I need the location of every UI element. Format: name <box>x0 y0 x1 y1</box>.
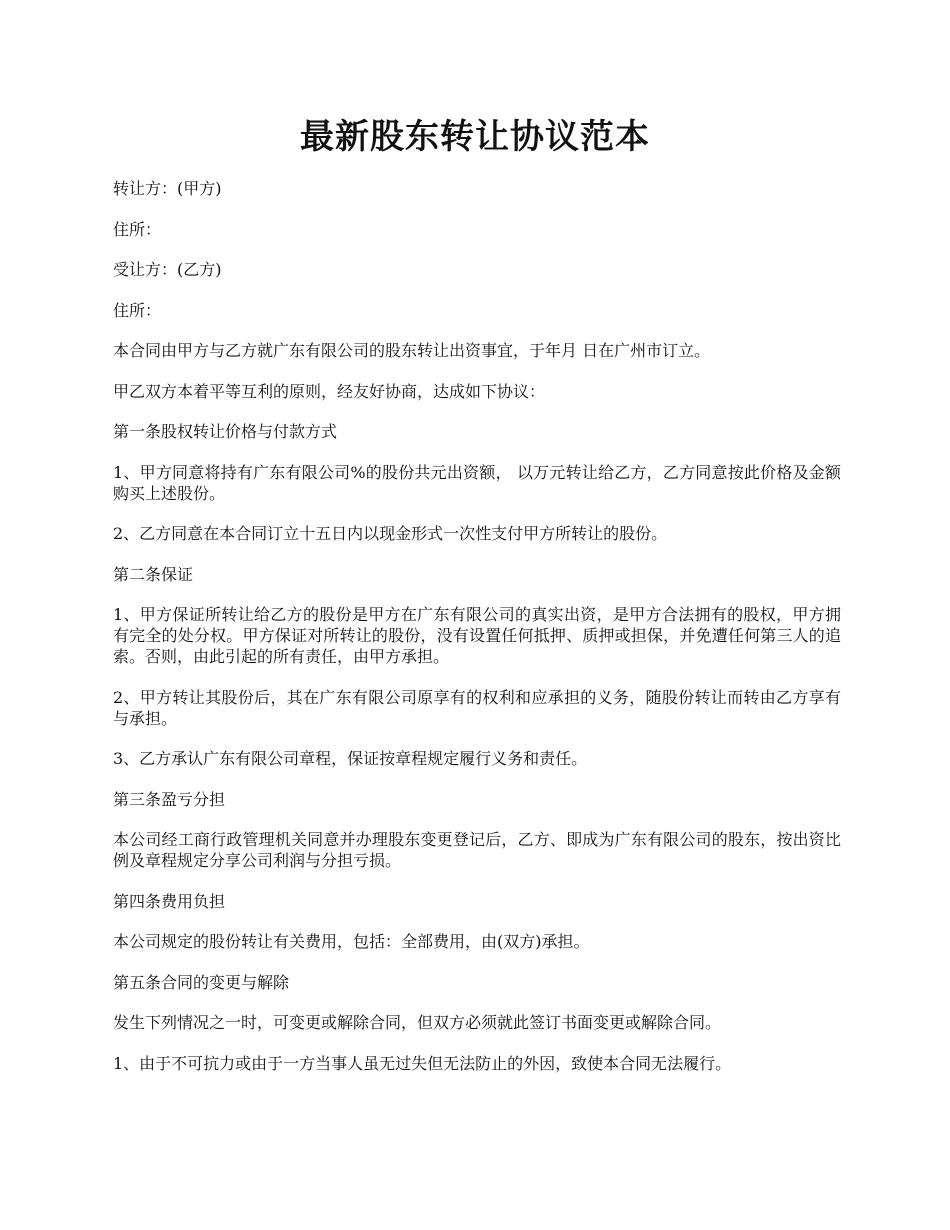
party-b-address: 住所： <box>113 300 162 320</box>
article-4-heading: 第四条费用负担 <box>113 891 226 911</box>
article-5-heading: 第五条合同的变更与解除 <box>113 972 290 992</box>
article-5-clause-1: 1、由于不可抗力或由于一方当事人虽无过失但无法防止的外因，致使本合同无法履行。 <box>113 1053 732 1073</box>
document-title: 最新股东转让协议范本 <box>300 117 650 157</box>
article-2-clause-2: 2、甲方转让其股份后，其在广东有限公司原享有的权利和应承担的义务，随股份转让而转由乙方享有与承担。 <box>113 687 841 728</box>
party-a-line: 转让方：(甲方) <box>113 179 222 198</box>
article-1-clause-1: 1、甲方同意将持有广东有限公司%的股份共元出资额， 以万元转让给乙方，乙方同意按此价格及金额购买上述股份。 <box>113 462 841 503</box>
article-2-heading: 第二条保证 <box>113 564 194 584</box>
article-2-clause-1: 1、甲方保证所转让给乙方的股份是甲方在广东有限公司的真实出资，是甲方合法拥有的股权，甲方拥有完全的处分权。甲方保证对所转让的股份，没有设置任何抵押、质押或担保，并免遭任何第三人的追索。否则，由此引起的所有责任，由甲方承担。 <box>113 605 841 666</box>
article-1-clause-2: 2、乙方同意在本合同订立十五日内以现金形式一次性支付甲方所转让的股份。 <box>113 524 668 543</box>
article-3-heading: 第三条盈亏分担 <box>113 789 226 809</box>
article-3-body: 本公司经工商行政管理机关同意并办理股东变更登记后，乙方、即成为广东有限公司的股东，按出资比例及章程规定分享公司利润与分担亏损。 <box>113 830 841 870</box>
document-body <box>113 178 841 1093</box>
agreement-paragraph: 甲乙双方本着平等互利的原则，经友好协商，达成如下协议： <box>113 381 546 401</box>
article-1-heading: 第一条股权转让价格与付款方式 <box>113 422 338 441</box>
party-a-address: 住所： <box>113 219 162 239</box>
party-b-line: 受让方：(乙方) <box>113 260 222 279</box>
article-4-body: 本公司规定的股份转让有关费用，包括：全部费用，由(双方)承担。 <box>113 932 590 951</box>
article-2-clause-3: 3、乙方承认广东有限公司章程，保证按章程规定履行义务和责任。 <box>113 749 588 768</box>
article-5-body: 发生下列情况之一时，可变更或解除合同，但双方必须就此签订书面变更或解除合同。 <box>113 1013 722 1032</box>
intro-paragraph: 本合同由甲方与乙方就广东有限公司的股东转让出资事宜，于年月 日在广州市订立。 <box>113 341 711 360</box>
